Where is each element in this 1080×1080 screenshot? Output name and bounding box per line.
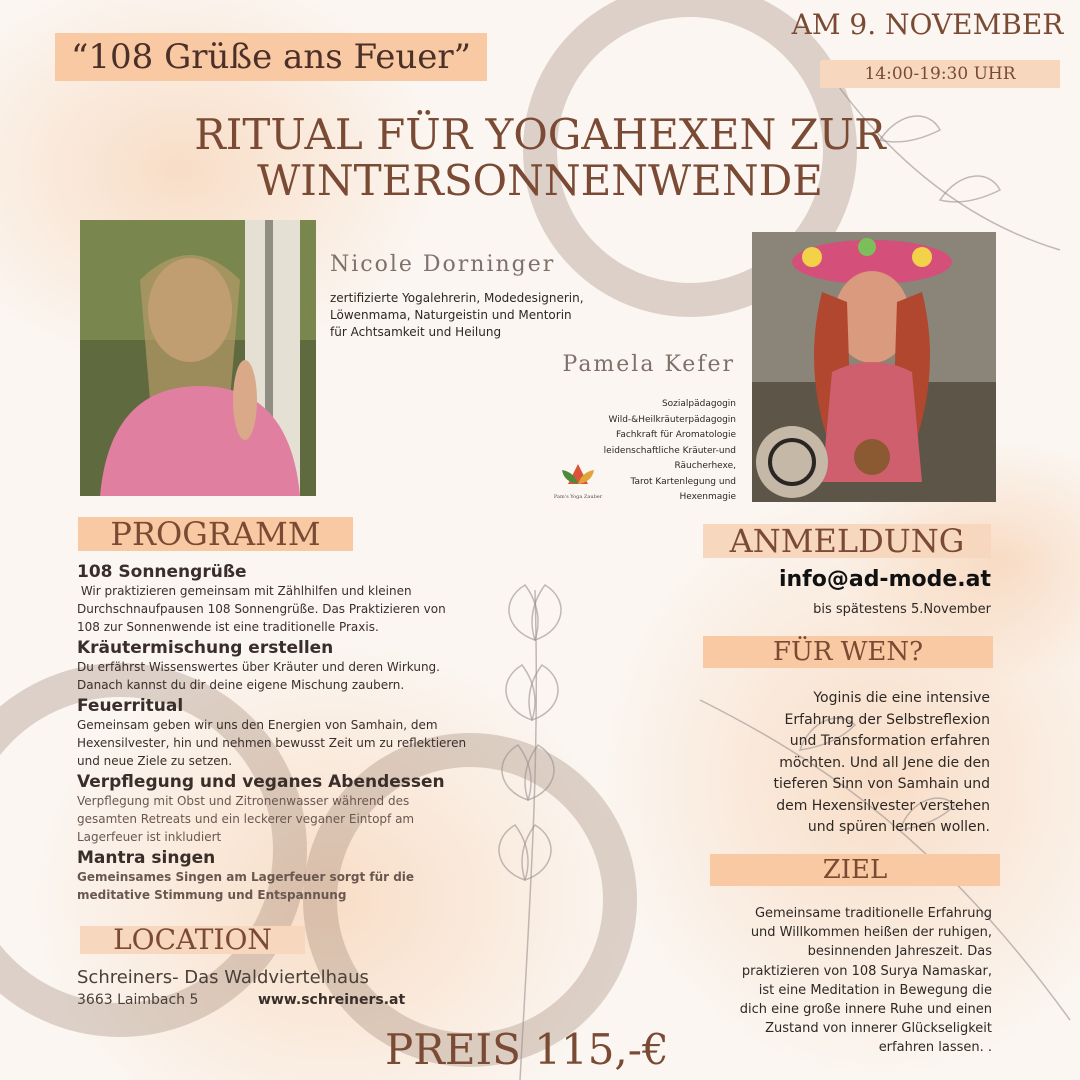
location-website-link[interactable]: www.schreiners.at bbox=[258, 992, 406, 1008]
ziel-text bbox=[700, 904, 992, 1058]
location-address: 3663 Laimbach 5 bbox=[77, 992, 199, 1008]
leaf-logo-icon bbox=[553, 462, 603, 490]
ziel-line: Gemeinsame traditionelle Erfahrung bbox=[754, 906, 992, 921]
fuer-wen-line: tieferen Sinn von Samhain und bbox=[773, 776, 990, 792]
programm-item-text: Verpflegung mit Obst und Zitronenwasser während des gesamten Retreats und ein leckerer veganer Eintopf am Lagerfeuer ist inkludiert bbox=[77, 794, 415, 844]
host2-bio-line: Räucherhexe, bbox=[674, 461, 736, 471]
location-name: Schreiners- Das Waldviertelhaus bbox=[77, 967, 369, 988]
host2-name: Pamela Kefer bbox=[562, 352, 735, 377]
anmeldung-heading: ANMELDUNG bbox=[703, 524, 991, 558]
fuer-wen-heading: FÜR WEN? bbox=[703, 636, 993, 668]
host2-bio-line: Sozialpädagogin bbox=[661, 399, 736, 409]
programm-item bbox=[77, 696, 467, 770]
host1-bio-line: zertifizierte Yogalehrerin, Modedesignerin, bbox=[330, 291, 584, 305]
ziel-heading: ZIEL bbox=[710, 854, 1000, 886]
logo-text: Pam's Yoga Zauber bbox=[553, 494, 603, 500]
host2-bio-line: Wild-&Heilkräuterpädagogin bbox=[608, 414, 736, 425]
ziel-line: besinnenden Jahreszeit. Das bbox=[807, 944, 992, 960]
programm-item bbox=[77, 562, 467, 636]
host1-bio-line: Löwenmama, Naturgeistin und Mentorin bbox=[330, 308, 572, 322]
event-date: AM 9. NOVEMBER bbox=[791, 8, 1064, 41]
programm-item-title: Mantra singen bbox=[77, 848, 216, 868]
host2-bio-line: Tarot Kartenlegung und bbox=[630, 476, 736, 487]
host1-name: Nicole Dorninger bbox=[330, 252, 556, 277]
programm-list bbox=[77, 562, 467, 904]
fuer-wen-line: Erfahrung der Selbstreflexion bbox=[784, 711, 990, 728]
host2-bio-line: leidenschaftliche Kräuter-und bbox=[603, 445, 736, 456]
event-time: 14:00-19:30 UHR bbox=[820, 60, 1060, 88]
fuer-wen-line: und spüren lernen wollen. bbox=[807, 819, 990, 835]
fuer-wen-line: dem Hexensilvester verstehen bbox=[776, 797, 990, 814]
location-heading: LOCATION bbox=[80, 926, 305, 954]
programm-item bbox=[77, 772, 467, 846]
host2-bio-line: Hexenmagie bbox=[679, 492, 736, 502]
programm-heading: PROGRAMM bbox=[78, 517, 353, 551]
host1-bio bbox=[330, 290, 584, 341]
programm-item-text: Wir praktizieren gemeinsam mit Zählhilfen und kleinen Durchschnaufpausen 108 Sonnengrüße. Das Praktizieren von 108 zur Sonnenwende ist eine traditionelle Praxis. bbox=[77, 584, 450, 634]
ziel-line: Zustand von innerer Glückseligkeit bbox=[765, 1021, 992, 1037]
fuer-wen-text bbox=[690, 688, 990, 839]
title-line-2: WINTERSONNENWENDE bbox=[257, 156, 823, 205]
ziel-line: erfahren lassen. . bbox=[878, 1040, 992, 1056]
page-title bbox=[150, 112, 930, 204]
fuer-wen-line: Yoginis die eine intensive bbox=[813, 690, 990, 706]
host2-logo bbox=[553, 462, 603, 502]
programm-item-title: Verpflegung und veganes Abendessen bbox=[77, 772, 445, 792]
fuer-wen-line: und Transformation erfahren bbox=[789, 733, 990, 749]
ziel-line: ist eine Meditation in Bewegung die bbox=[758, 982, 992, 998]
programm-item-title: Feuerritual bbox=[77, 696, 184, 716]
host1-bio-line: für Achtsamkeit und Heilung bbox=[330, 325, 502, 339]
email-link[interactable]: info@ad-mode.at bbox=[778, 567, 991, 592]
host1-photo bbox=[80, 220, 316, 496]
programm-item-text: Du erfährst Wissenswertes über Kräuter und deren Wirkung. Danach kannst du dir deine eigene Mischung zaubern. bbox=[77, 660, 440, 692]
programm-item-title: 108 Sonnengrüße bbox=[77, 562, 247, 582]
ziel-line: und Willkommen heißen der ruhigen, bbox=[750, 925, 992, 941]
programm-item bbox=[77, 848, 467, 904]
subtitle-banner: “108 Grüße ans Feuer” bbox=[55, 33, 487, 81]
programm-item bbox=[77, 638, 467, 694]
title-line-1: RITUAL FÜR YOGAHEXEN ZUR bbox=[194, 110, 886, 159]
fuer-wen-line: möchten. Und all Jene die den bbox=[779, 754, 990, 771]
ziel-line: dich eine große innere Ruhe und einen bbox=[739, 1002, 992, 1018]
price: PREIS 115,-€ bbox=[385, 1025, 669, 1074]
ziel-line: praktizieren von 108 Surya Namaskar, bbox=[741, 963, 992, 979]
host2-bio-line: Fachkraft für Aromatologie bbox=[615, 430, 736, 440]
registration-deadline: bis spätestens 5.November bbox=[813, 602, 991, 617]
host2-photo bbox=[752, 232, 996, 502]
programm-item-text: Gemeinsames Singen am Lagerfeuer sorgt für die meditative Stimmung und Entspannung bbox=[77, 870, 415, 902]
programm-item-text: Gemeinsam geben wir uns den Energien von Samhain, dem Hexensilvester, hin und nehmen bewusst Zeit um zu reflektieren und neue Ziele zu setzen. bbox=[77, 718, 467, 768]
programm-item-title: Kräutermischung erstellen bbox=[77, 638, 334, 658]
